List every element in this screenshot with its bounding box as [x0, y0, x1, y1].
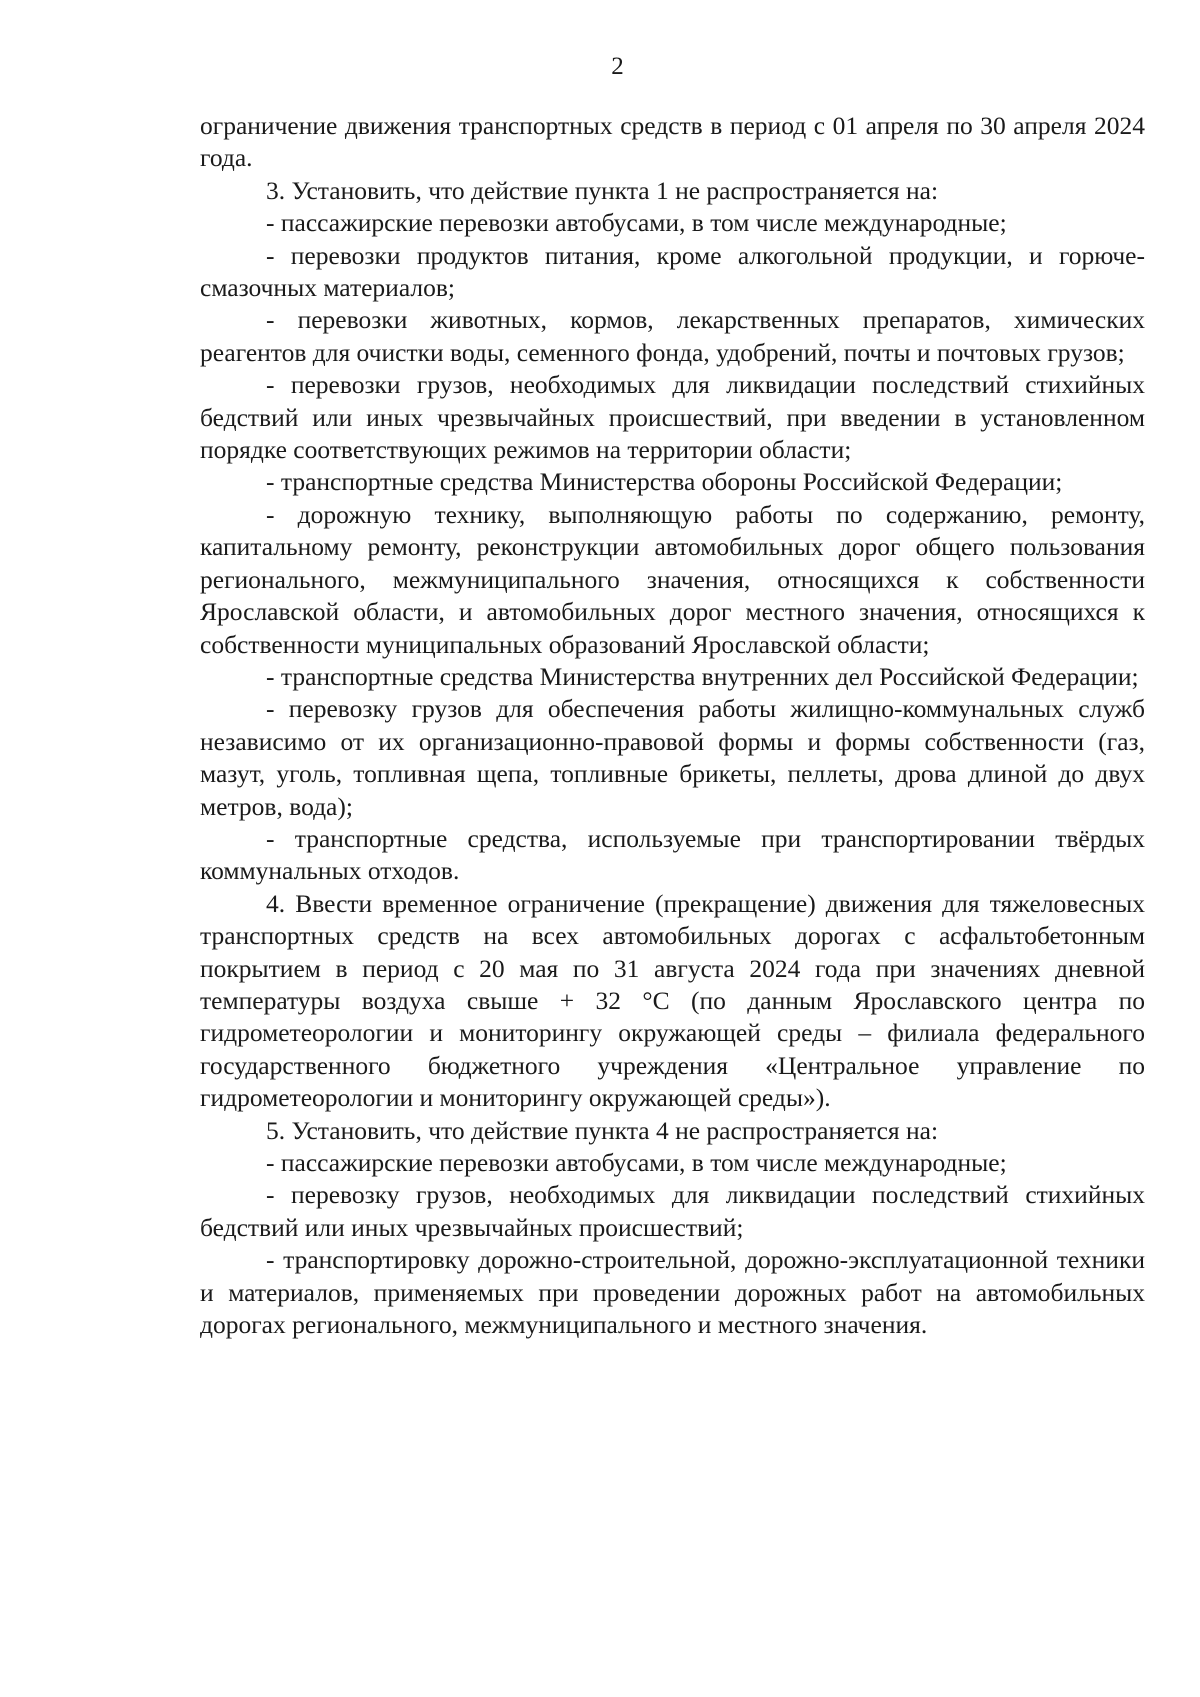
list-item: - перевозки грузов, необходимых для ликвидации последствий стихийных бедствий или иных чрезвычайных происшествий, при введении в установленном порядке соответствующих режимов на территории области;: [200, 370, 1145, 465]
paragraph: ограничение движения транспортных средств в период с 01 апреля по 30 апреля 2024 года.: [200, 111, 1145, 173]
list-item: - транспортные средства Министерства обороны Российской Федерации;: [266, 467, 1063, 497]
document-body: [200, 110, 1145, 1341]
paragraph: 3. Установить, что действие пункта 1 не распространяется на:: [266, 175, 939, 205]
page-number: 2: [611, 53, 624, 80]
list-item: - перевозку грузов для обеспечения работы жилищно-коммунальных служб независимо от их организационно-правовой формы и формы собственности (газ, мазут, уголь, топливная щепа, топливные брикеты, пеллеты, дрова длиной до двух метров, вода);: [200, 694, 1145, 821]
list-item: - пассажирские перевозки автобусами, в том числе международные;: [266, 1148, 1007, 1177]
list-item: - транспортировку дорожно-строительной, дорожно-эксплуатационной техники и материалов, применяемых при проведении дорожных работ на автомобильных дорогах регионального, межмуниципального и местного значения.: [200, 1245, 1145, 1340]
list-item: - транспортные средства Министерства внутренних дел Российской Федерации;: [266, 661, 1139, 691]
list-item: - дорожную технику, выполняющую работы по содержанию, ремонту, капитальному ремонту, реконструкции автомобильных дорог общего пользования регионального, межмуниципального значения, относящихся к собственности Ярославской области, и автомобильных дорог местного значения, относящихся к собственности муниципальных образований Ярославской области;: [200, 499, 1145, 659]
list-item: - перевозку грузов, необходимых для ликвидации последствий стихийных бедствий или иных чрезвычайных происшествий;: [200, 1180, 1145, 1242]
list-item: - перевозки животных, кормов, лекарственных препаратов, химических реагентов для очистки воды, семенного фонда, удобрений, почты и почтовых грузов;: [200, 305, 1145, 367]
paragraph: 5. Установить, что действие пункта 4 не распространяется на:: [266, 1115, 939, 1145]
paragraph: 4. Ввести временное ограничение (прекращение) движения для тяжеловесных транспортных средств на всех автомобильных дорогах с асфальтобетонным покрытием в период с 20 мая по 31 августа 2024 года при значениях дневной температуры воздуха свыше + 32 °C (по данным Ярославского центра по гидрометеорологии и мониторингу окружающей среды – филиала федерального государственного бюджетного учреждения «Центральное управление по гидрометеорологии и мониторингу окружающей среды»).: [200, 888, 1145, 1113]
list-item: - транспортные средства, используемые при транспортировании твёрдых коммунальных отходов.: [200, 823, 1145, 886]
list-item: - перевозки продуктов питания, кроме алкогольной продукции, и горюче-смазочных материалов;: [200, 240, 1145, 303]
list-item: - пассажирские перевозки автобусами, в том числе международные;: [266, 208, 1007, 238]
